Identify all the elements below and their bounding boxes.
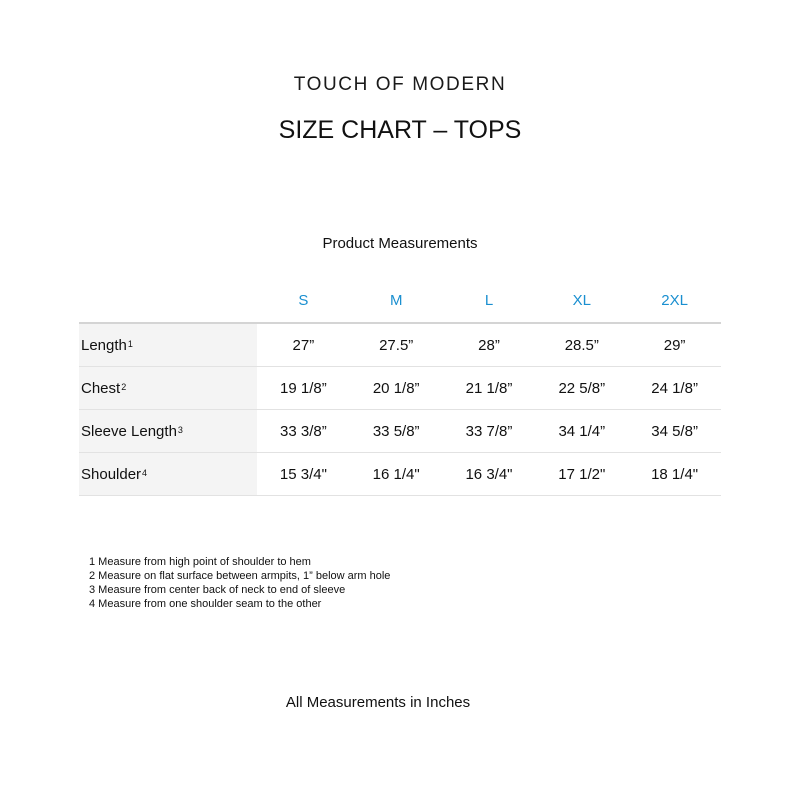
- footnote-item: 4 Measure from one shoulder seam to the other: [89, 598, 322, 610]
- size-chart-table: [79, 278, 721, 496]
- table-row-chest: [79, 367, 721, 410]
- footnote-marker: 3: [177, 424, 183, 435]
- table-row-length: [79, 323, 721, 367]
- table-cell: 33 5/8”: [350, 410, 443, 453]
- row-label-chest: [79, 367, 257, 410]
- table-cell: 34 1/4”: [535, 410, 628, 453]
- table-cell: 33 7/8”: [443, 410, 536, 453]
- row-label-sleeve-length: [79, 410, 257, 453]
- table-cell: 28.5”: [535, 323, 628, 367]
- table-subtitle: Product Measurements: [322, 235, 478, 252]
- brand-logo: TOUCH OF MODERN: [293, 74, 507, 95]
- footnote-item: 2 Measure on flat surface between armpits, 1” below arm hole: [89, 570, 391, 582]
- table-cell: 21 1/8”: [443, 367, 536, 410]
- size-header-s: S: [298, 291, 309, 309]
- size-header-2xl: 2XL: [661, 291, 688, 309]
- table-cell: 19 1/8”: [257, 367, 350, 410]
- size-header-row: [79, 278, 721, 323]
- table-cell: 17 1/2": [535, 453, 628, 496]
- row-label-shoulder: [79, 453, 257, 496]
- page-title: SIZE CHART – TOPS: [278, 116, 522, 144]
- row-label-text: Length: [81, 336, 127, 354]
- header-corner-cell: [79, 278, 257, 323]
- table-row-shoulder: [79, 453, 721, 496]
- table-cell: 22 5/8”: [535, 367, 628, 410]
- row-label-length: [79, 323, 257, 367]
- table-cell: 16 1/4": [350, 453, 443, 496]
- table-cell: 34 5/8”: [628, 410, 721, 453]
- footnote-marker: 4: [142, 467, 148, 478]
- footnote-marker: 1: [127, 338, 133, 349]
- table-cell: 27.5”: [350, 323, 443, 367]
- table-cell: 28”: [443, 323, 536, 367]
- row-label-text: Chest: [81, 379, 121, 397]
- footnote-item: 1 Measure from high point of shoulder to hem: [89, 556, 311, 568]
- table-cell: 20 1/8”: [350, 367, 443, 410]
- table-cell: 27”: [257, 323, 350, 367]
- table-row-sleeve-length: [79, 410, 721, 453]
- size-header-xl: XL: [572, 291, 591, 309]
- footnotes: [89, 555, 390, 611]
- table-cell: 33 3/8”: [257, 410, 350, 453]
- size-header-m: M: [389, 291, 403, 309]
- table-cell: 24 1/8”: [628, 367, 721, 410]
- row-label-text: Shoulder: [81, 465, 142, 483]
- table-cell: 15 3/4": [257, 453, 350, 496]
- table-cell: 16 3/4": [443, 453, 536, 496]
- table-cell: 29”: [628, 323, 721, 367]
- units-footer: All Measurements in Inches: [285, 694, 471, 711]
- row-label-text: Sleeve Length: [81, 422, 177, 440]
- footnote-marker: 2: [121, 381, 127, 392]
- footnote-item: 3 Measure from center back of neck to end of sleeve: [89, 584, 346, 596]
- size-header-l: L: [484, 291, 494, 309]
- table-cell: 18 1/4": [628, 453, 721, 496]
